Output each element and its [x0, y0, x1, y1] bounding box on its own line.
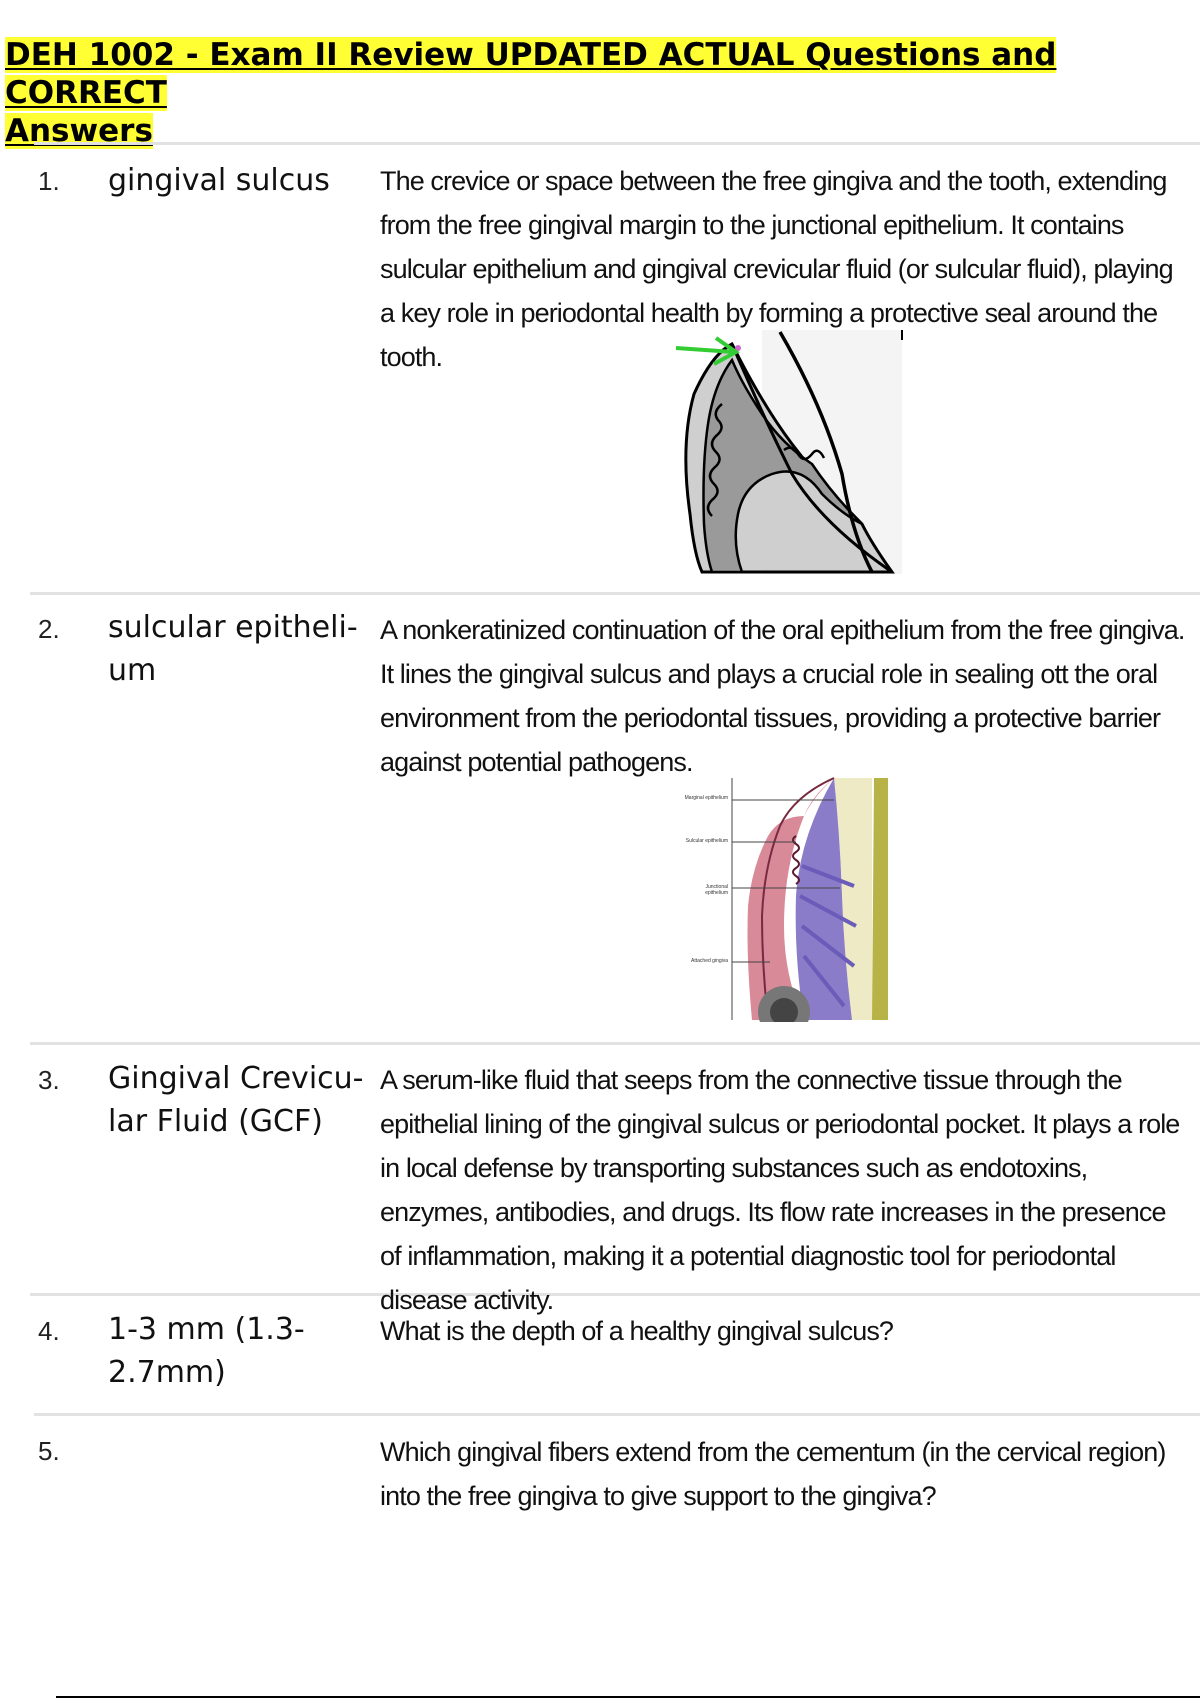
title-line-1: DEH 1002 - Exam II Review UPDATED ACTUAL Questions and CORRECT: [5, 37, 1057, 111]
item-term: gingival sulcus: [108, 163, 330, 198]
item-number: 1.: [38, 166, 60, 196]
item-number: 2.: [38, 614, 60, 644]
page-footer-rule: [56, 1696, 1200, 1698]
title-line-2: Answers: [5, 113, 153, 149]
item-term: Gingival Crevicu-lar Fluid (GCF): [108, 1061, 364, 1139]
item-term: sulcular epitheli-um: [108, 610, 358, 688]
item-definition: A nonkeratinized continuation of the oral epithelium from the free gingiva. It lines the gingival sulcus and plays a crucial role in sealing ott the oral environment from the periodontal tissues, providing a protective barrier against potential pathogens.: [380, 615, 1185, 777]
figure-label: Attached gingiva: [691, 958, 728, 964]
row-divider: [30, 592, 1200, 595]
sulcular-epithelium-illustration: [684, 776, 888, 1022]
item-number: 3.: [38, 1065, 60, 1095]
row-divider: [34, 1413, 1200, 1416]
row-divider: [30, 1042, 1200, 1045]
item-definition: The crevice or space between the free gingiva and the tooth, extending from the free gingival margin to the junctional epithelium. It contains sulcular epithelium and gingival crevicular fluid (or sulcular fluid), playing a key role in periodontal health by forming a protective seal around the tooth.: [380, 166, 1173, 372]
document-title: [5, 36, 1195, 150]
figure-label: Marginal epithelium: [684, 795, 728, 801]
figure-label: Sulcular epithelium: [685, 838, 728, 844]
item-number: 5.: [38, 1436, 60, 1466]
item-term: 1-3 mm (1.3-2.7mm): [108, 1312, 305, 1390]
item-definition: A serum-like fluid that seeps from the connective tissue through the epithelial lining of the gingival sulcus or periodontal pocket. It plays a role in local defense by transporting substances such as endotoxins, enzymes, antibodies, and drugs. Its flow rate increases in the presence of inflammation, making it a potential diagnostic tool for periodontal disease activity.: [380, 1065, 1180, 1315]
item-number: 4.: [38, 1316, 60, 1346]
row-divider: [34, 142, 1200, 145]
figure-label: Junctional epithelium: [705, 884, 728, 896]
gingival-sulcus-diagram: [672, 324, 908, 574]
item-definition: What is the depth of a healthy gingival sulcus?: [380, 1316, 894, 1346]
item-definition: Which gingival fibers extend from the cementum (in the cervical region) into the free gingiva to give support to the gingiva?: [380, 1437, 1166, 1511]
